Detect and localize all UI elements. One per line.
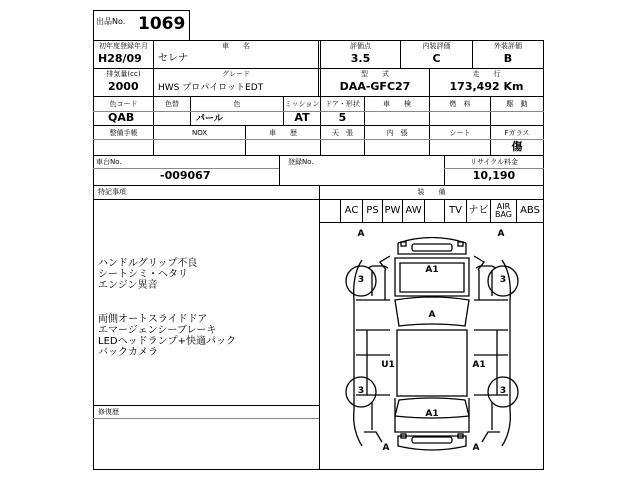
notes-label: 特記事項 [98, 188, 126, 196]
equip-ac: AC [344, 205, 359, 216]
inspection-label: 車 検 [383, 100, 411, 108]
note-line: バックカメラ [98, 347, 158, 358]
note-line: エマージェンシーブレーキ [98, 325, 217, 336]
reg-no-label: 登録No. [288, 158, 314, 166]
repair-history-label: 修復歴 [98, 408, 119, 416]
color-value: パール [196, 114, 223, 124]
color-label: 色 [233, 100, 241, 108]
lot-number: 1069 [138, 14, 186, 34]
chassis-value: -009067 [160, 169, 211, 182]
doors-label: ドア・形状 [325, 100, 360, 108]
seat-label: シート [449, 129, 471, 137]
equip-tv: TV [449, 205, 462, 216]
equip-abs: ABS [520, 205, 540, 216]
equip-navi: ナビ [468, 205, 489, 216]
headliner-label: 天 張 [332, 129, 353, 137]
grade-value: HWS プロパイロットEDT [158, 83, 264, 93]
equip-aw: AW [405, 205, 422, 216]
note-line: 両側オートスライドドア [98, 314, 208, 325]
damage-left-doors: U1 [381, 360, 395, 370]
damage-front-left: A [357, 229, 365, 239]
car-name-label: 車 名 [222, 42, 250, 50]
front-glass-label: Fガラス [504, 129, 530, 137]
color-code-value: QAB [108, 111, 135, 124]
exterior-grade-label: 外装評価 [494, 42, 522, 50]
note-line: エンジン異音 [98, 280, 158, 291]
recycle-label: リサイクル料金 [469, 158, 519, 166]
equip-ps: PS [366, 205, 379, 216]
displacement-value: 2000 [108, 80, 139, 93]
damage-back-door: A1 [425, 409, 439, 419]
mission-label: ミッション [284, 100, 320, 108]
doors-value: 5 [338, 111, 347, 124]
interior-grade-label: 内装評価 [422, 42, 451, 50]
maintenance-book-label: 整備手帳 [109, 129, 138, 137]
damage-hood: A1 [425, 265, 439, 275]
damage-right-front-fender: 3 [499, 275, 507, 285]
damage-rear-left: A [382, 443, 390, 453]
damage-right-rear-quarter: 3 [499, 386, 507, 396]
color-change-label: 色替 [165, 100, 179, 108]
color-code-label: 色コード [109, 100, 138, 108]
note-line: シートシミ・ヘタリ [98, 269, 188, 280]
score-value: 3.5 [350, 52, 371, 65]
damage-left-front-fender: 3 [357, 275, 365, 285]
damage-front-right: A [497, 229, 505, 239]
equipment-label: 装 備 [417, 188, 446, 196]
mileage-label: 走 行 [472, 70, 501, 78]
interior-grade-value: C [432, 52, 441, 65]
chassis-label: 車台No. [96, 158, 122, 166]
front-glass-value: 傷 [511, 140, 523, 153]
model-value: DAA-GFC27 [339, 80, 411, 93]
note-line: LEDヘッドランプ+快適パック [98, 336, 236, 347]
model-label: 型 式 [361, 70, 389, 78]
interior-trim-label: 内 張 [386, 129, 408, 137]
lot-label: 出品No. [96, 17, 126, 26]
car-name-value: セレナ [158, 53, 188, 64]
nox-label: NOX [191, 129, 208, 137]
equip-pw: PW [384, 205, 401, 216]
note-line: ハンドルグリップ不良 [98, 258, 198, 269]
damage-left-rear-quarter: 3 [357, 386, 365, 396]
score-label: 評価点 [350, 42, 371, 50]
history-label: 車 歴 [269, 129, 297, 137]
recycle-value: 10,190 [472, 169, 516, 182]
damage-right-doors: A1 [472, 360, 486, 370]
drive-label: 駆 動 [506, 100, 528, 108]
exterior-grade-value: B [503, 52, 513, 65]
damage-rear-right: A [472, 443, 480, 453]
fuel-label: 燃 料 [449, 100, 471, 108]
damage-roof: A [428, 310, 436, 320]
mission-value: AT [294, 111, 310, 124]
grade-label: グレード [222, 70, 250, 78]
displacement-label: 排気量(cc) [106, 70, 141, 78]
mileage-value: 173,492 Km [449, 80, 524, 93]
equip-airbag: AIR BAG [494, 202, 513, 219]
reg-date-label: 初年度登録年月 [99, 42, 148, 50]
reg-date-value: H28/09 [98, 52, 142, 65]
